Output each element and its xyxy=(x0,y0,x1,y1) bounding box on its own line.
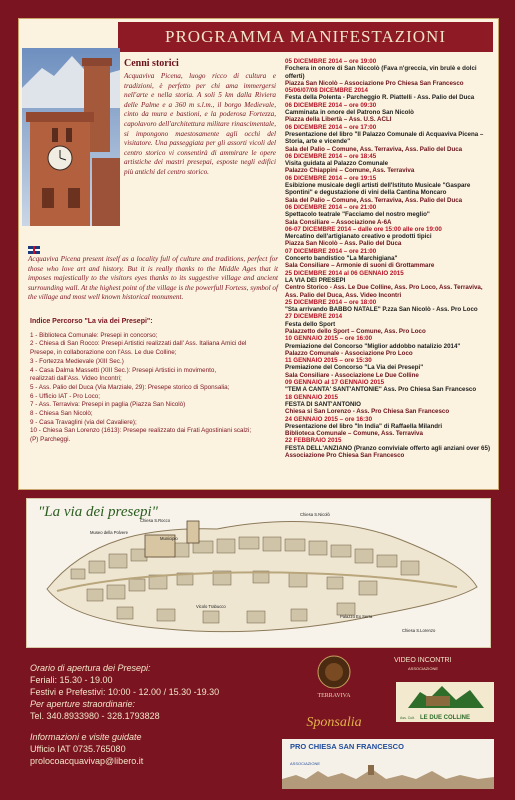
index-item: 5 - Ass. Palio del Duca (Via Marziale, 29): Presepe storico di Sponsalia; xyxy=(30,383,230,391)
info-title: Informazioni e visite guidate xyxy=(30,732,142,742)
event-place: Chiesa si San Lorenzo - Ass. Pro Chiesa San Francesco xyxy=(285,408,450,416)
opening-hours-line: Per aperture straordinarie: xyxy=(30,699,136,709)
event-place: Associazione Pro Chiesa San Francesco xyxy=(285,452,405,460)
event-date: 06 DICEMBRE 2014 – ore 17:00 xyxy=(285,123,377,131)
event-date: 06-07 DICEMBRE 2014 – dalle ore 15:00 alle ore 19:00 xyxy=(285,225,442,233)
historical-notes xyxy=(124,58,276,178)
event-item xyxy=(285,175,495,204)
index-item: 4 - Casa Dalma Massetti (XIII Sec.): Presepi Artistici in movimento, xyxy=(30,366,217,374)
castle-photo xyxy=(22,48,120,226)
map-label: Museo della Polvere xyxy=(90,530,128,535)
event-item xyxy=(285,335,495,357)
event-item xyxy=(285,58,495,87)
event-title: "Sta arrivando BABBO NATALE" P.zza San Nicolò - Ass. Pro Loco xyxy=(285,306,478,314)
video-incontri-logo xyxy=(390,652,500,732)
event-item xyxy=(285,124,495,153)
event-date: 05 DICEMBRE 2014 – ore 19:00 xyxy=(285,58,377,65)
event-date: 06 DICEMBRE 2014 – ore 18:45 xyxy=(285,152,377,160)
info-office: Ufficio IAT 0735.765080 xyxy=(30,744,126,754)
due-colline-label: LE DUE COLLINE xyxy=(420,715,471,721)
index-item: 1 - Biblioteca Comunale: Presepi in concorso; xyxy=(30,331,158,339)
event-date: 07 DICEMBRE 2014 – ore 21:00 xyxy=(285,247,377,255)
event-place: Sala Consiliare – Armonie di suoni di Grottammare xyxy=(285,262,435,270)
index-item: 2 - Chiesa di San Rocco: Presepi Artistici realizzati dall' Ass. Italiana Amici del xyxy=(30,340,247,348)
event-date: 11 GENNAIO 2015 – ore 15:30 xyxy=(285,357,372,365)
event-title: Presentazione del libro "In India" di Raffaella Milandri xyxy=(285,422,443,430)
event-item xyxy=(285,416,495,438)
event-place: Sala del Palio – Comune, Ass. Terravivа, Ass. Palio del Duca xyxy=(285,145,463,153)
event-item xyxy=(285,437,495,459)
opening-hours xyxy=(30,662,280,722)
historical-notes-text: Acquaviva Picena, luogo ricco di cultura e tradizioni, è perfetto per chi ama immergersi nell'arte e nella storia. A soli 5 km dalla Riviera delle Palme e a 360 m s.l.m., il borgo Medievale, cinto da mura e bastioni, e la poderosa Fortezza, capolavoro dell'architettura militare rinascimentale, si impongono maestosamente agli occhi del visitatore. Una passeggiata per gli assorti vicoli del centro storico vi consentirà di ammirare le opere artistiche dei mastri presepai, esposte negli edifici più antichi del centro storico. xyxy=(124,72,276,176)
event-item xyxy=(285,357,495,379)
index-item: Presepe, in collaborazione con l'Ass. Le due Colline; xyxy=(30,349,177,357)
map-label: Chiesa S.Rocco xyxy=(140,518,171,523)
info-contacts xyxy=(30,731,280,767)
index-item: 6 - Ufficio IAT - Pro Loco; xyxy=(30,392,100,400)
terraviva-label: TERRAVIVA xyxy=(317,693,351,699)
event-item xyxy=(285,204,495,226)
opening-hours-line: Feriali: 15.30 - 19.00 xyxy=(30,675,113,685)
map-label: Municipio xyxy=(160,536,178,541)
event-date: 22 FEBBRAIO 2015 xyxy=(285,437,342,445)
event-item xyxy=(285,102,495,124)
english-notes-text: Acquaviva Picena present itself as a locality full of culture and traditions, perfect for those who love art and history. But it is really thanks to the Middle Ages that it imposes majestically to the visitors eyes thanks to its suggestive village and ancient surrounding wall. At the highest point of the village is the powerfull Fortess, symbol of the village and most well known historical monument. xyxy=(28,255,278,302)
event-date: 09 GENNAIO al 17 GENNAIO 2015 xyxy=(285,379,385,387)
sponsor-logos-right xyxy=(390,652,500,732)
due-colline-pre: Ass. Cult. xyxy=(400,716,415,720)
pro-chiesa-logo xyxy=(282,739,494,789)
event-title: Presentazione del libro "Il Palazzo Comunale di Acquaviva Picena – Storia, arte e vicende" xyxy=(285,130,484,146)
event-place: Biblioteca Comunale – Comune, Ass. Terravivа xyxy=(285,430,423,438)
map-label: Palazzo Ex Serra xyxy=(340,614,373,619)
sponsalia-label: Sponsalia xyxy=(306,715,362,730)
pro-chiesa-sub: ASSOCIAZIONE xyxy=(290,761,321,766)
opening-hours-line: Tel. 340.8933980 - 328.1793828 xyxy=(30,711,160,721)
index-item: realizzati dall'Ass. Video Incontri; xyxy=(30,375,122,383)
event-title: FESTA DELL'ANZIANO (Pranzo conviviale offerto agli anziani over 65) xyxy=(285,444,491,452)
event-date: 24 GENNAIO 2015 – ore 16:30 xyxy=(285,415,373,423)
map-title: "La via dei presepi" xyxy=(38,504,158,520)
index-item: 8 - Chiesa San Nicolò; xyxy=(30,410,93,418)
event-title: Spettacolo teatrale "Facciamo del nostro meglio" xyxy=(285,211,430,219)
event-title: LA VIA DEI PRESEPI xyxy=(285,276,346,284)
event-place: Centro Storico - Ass. Le Due Colline, Ass. Pro Loco, Ass. Terravivа, Ass. Palio del Duca, Ass. Video Incontri xyxy=(285,284,483,299)
index-item: 10 - Chiesa San Lorenzo (1613): Presepe realizzato dai Frati Agostiniani scalzi; xyxy=(30,427,252,435)
event-item xyxy=(285,87,495,102)
event-title: Fochera in onore di San Niccolò (Fava n'greccia, vin brulè e dolci offerti) xyxy=(285,65,477,80)
event-item xyxy=(285,313,495,335)
opening-hours-line: Festivi e Prefestivi: 10:00 - 12.00 / 15.30 -19.30 xyxy=(30,687,220,697)
index-item: 7 - Ass. Terravivа: Presepi in paglia (Piazza San Nicolò) xyxy=(30,401,186,409)
index-item: (P) Parcheggi. xyxy=(30,436,71,444)
event-title: Premiazione del Concorso "La Via dei Presepi" xyxy=(285,364,424,372)
index-item: 3 - Fortezza Medievale (XIII Sec.) xyxy=(30,357,124,365)
event-place: Sala Consiliare - Associazione Le Due Colline xyxy=(285,371,419,379)
presepi-index-title: Indice Percorso "La via dei Presepi": xyxy=(30,318,153,325)
event-date: 06 DICEMBRE 2014 – ore 21:00 xyxy=(285,203,377,211)
english-notes xyxy=(28,246,278,302)
event-place: Palazzo Chiappini – Comune, Ass. Terravivа xyxy=(285,167,415,175)
event-title: Concerto bandistico "La Marchigiana" xyxy=(285,255,398,263)
terraviva-logo xyxy=(282,650,382,750)
pro-chiesa-label: PRO CHIESA SAN FRANCESCO xyxy=(290,742,404,751)
castle-illustration xyxy=(22,48,120,226)
event-item xyxy=(285,270,495,299)
event-date: 05/06/07/08 DICEMBRE 2014 xyxy=(285,87,368,95)
event-title: Camminata in onore del Patrono San Nicolò xyxy=(285,109,414,117)
event-title: Festa della Polenta - Parcheggio R. Piattelli - Ass. Palio del Duca xyxy=(285,94,475,102)
event-date: 10 GENNAIO 2015 – ore 16:00 xyxy=(285,335,373,343)
village-map-drawing xyxy=(27,499,490,647)
event-place: Palazzetto dello Sport – Comune, Ass. Pro Loco xyxy=(285,327,426,335)
event-place: Palazzo Comunale - Associazione Pro Loco xyxy=(285,349,413,357)
event-title: Visita guidata al Palazzo Comunale xyxy=(285,160,389,168)
event-place: Piazza San Nicolò – Associazione Pro Chiesa San Francesco xyxy=(285,79,464,87)
event-date: 25 DICEMBRE 2014 – ore 18:00 xyxy=(285,298,377,306)
map-label: Chiesa S.Lorenzo xyxy=(402,628,436,633)
map-label: Vicolo Trabucco xyxy=(196,604,226,609)
event-date: 06 DICEMBRE 2014 – ore 19:15 xyxy=(285,174,377,182)
events-programme xyxy=(285,58,495,459)
presepi-index xyxy=(30,318,280,445)
event-place: Piazza della Libertà – Ass. U.S. ACLI xyxy=(285,116,392,124)
event-item xyxy=(285,379,495,394)
index-item: 9 - Casa Travaglini (via del Cavaliere); xyxy=(30,418,137,426)
map-label: Chiesa S.Nicolò xyxy=(300,512,330,517)
video-incontri-label: VIDEO INCONTRI xyxy=(394,657,452,664)
info-email: prolocoacquavivap@libero.it xyxy=(30,756,144,766)
video-incontri-sub: ASSOCIAZIONE xyxy=(408,666,439,671)
event-title: "TEM A CANTA' SANT'ANTONIE" Ass. Pro Chiesa San Francesco xyxy=(285,386,477,394)
opening-hours-title: Orario di apertura dei Presepi: xyxy=(30,663,151,673)
event-title: Esibizione musicale degli artisti dell'Istituto Musicale "Gaspare Spontini" e degustazione di vini della Cantina Moncaro xyxy=(285,182,471,197)
event-item xyxy=(285,153,495,175)
event-item xyxy=(285,226,495,248)
uk-flag-icon xyxy=(28,246,40,254)
event-item xyxy=(285,299,495,314)
event-date: 27 DICEMBRE 2014 xyxy=(285,313,343,321)
event-date: 18 GENNAIO 2015 xyxy=(285,393,338,401)
event-title: Festa dello Sport xyxy=(285,320,336,328)
event-place: Sala del Palio – Comune, Ass. Terravivа, Ass. Palio del Duca xyxy=(285,196,463,204)
historical-notes-title: Cenni storici xyxy=(124,58,179,69)
event-date: 06 DICEMBRE 2014 – ore 09:30 xyxy=(285,101,377,109)
event-title: FESTA DI SANT'ANTONIO xyxy=(285,400,361,408)
event-place: Piazza San Nicolò – Ass. Palio del Duca xyxy=(285,240,402,248)
event-place: Sala Consiliare – Associazione A-6A xyxy=(285,218,392,226)
event-date: 25 DICEMBRE 2014 al 06 GENNAIO 2015 xyxy=(285,269,404,277)
event-title: Mercatino dell'artigianato creativo e prodotti tipici xyxy=(285,233,432,241)
event-item xyxy=(285,248,495,270)
page-title: PROGRAMMA MANIFESTAZIONI xyxy=(118,22,493,52)
event-item xyxy=(285,394,495,416)
event-title: Premiazione del Concorso "Miglior addobbo natalizio 2014" xyxy=(285,342,461,350)
church-skyline-icon xyxy=(282,765,494,789)
sponsor-logos-left xyxy=(282,650,382,750)
